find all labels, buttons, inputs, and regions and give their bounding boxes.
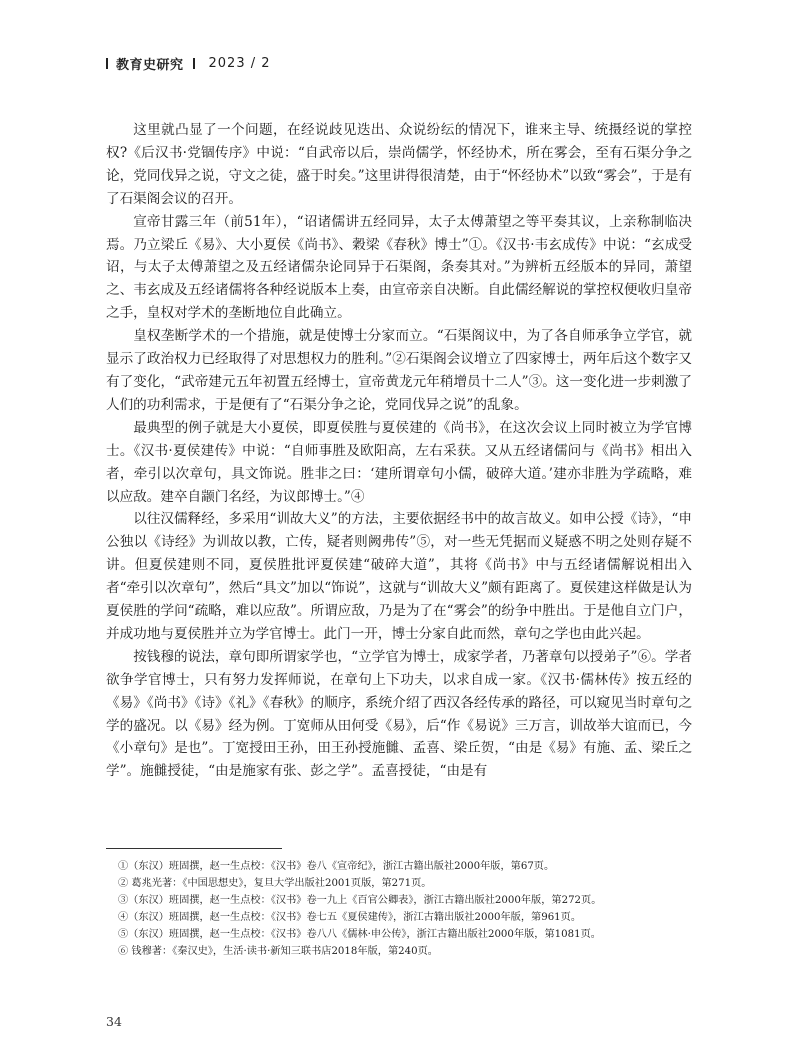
footnote: ①（东汉）班固撰，赵一生点校：《汉书》卷八《宣帝纪》，浙江古籍出版社2000年版，第67页。	[118, 861, 555, 872]
header-left-bar	[106, 58, 108, 69]
footnote: ⑥ 钱穆著：《秦汉史》，生活·读书·新知三联书店2018年版，第240页。	[118, 946, 438, 957]
paragraph: 皇权垄断学术的一个措施，就是使博士分家而立。“石渠阁议中，为了各自师承争立学官，就显示了政治权力已经取得了对思想权力的胜利。”②石渠阁会议增立了四家博士，两年后这个数字又有了变化，“武帝建元五年初置五经博士，宣帝黄龙元年稍增员十二人”③。这一变化进一步刺激了人们的功利需求，于是便有了“石渠分争之论，党同伐异之说”的乱象。	[106, 328, 692, 413]
journal-title: 教育史研究	[116, 58, 184, 73]
footnote: ⑤（东汉）班固撰，赵一生点校：《汉书》卷八八《儒林·申公传》，浙江古籍出版社2000年版，第1081页。	[118, 929, 601, 940]
running-header	[106, 54, 271, 73]
footnote-divider	[106, 848, 282, 849]
paragraph: 最典型的例子就是大小夏侯，即夏侯胜与夏侯建的《尚书》，在这次会议上同时被立为学官博士。《汉书·夏侯建传》中说：“自师事胜及欧阳高，左右采获。又从五经诸儒问与《尚书》相出入者，牵引以次章句，具文饰说。胜非之曰：‘建所谓章句小儒，破碎大道。’建亦非胜为学疏略，难以应敌。建卒自颛门名经，为议郎博士。”④	[106, 419, 692, 505]
footnote: ③（东汉）班固撰，赵一生点校：《汉书》卷一九上《百官公卿表》，浙江古籍出版社2000年版，第272页。	[118, 895, 602, 906]
page-number: 34	[106, 1014, 122, 1029]
body-text	[106, 119, 692, 783]
paragraph: 以往汉儒释经，多采用“训故大义”的方法，主要依据经书中的故言故义。如申公授《诗》，“申公独以《诗经》为训故以教，亡传，疑者则阙弗传”⑤，对一些无凭据而义疑惑不明之处则存疑不讲。但夏侯建则不同，夏侯胜批评夏侯建“破碎大道”，其将《尚书》中与五经诸儒解说相出入者“牵引以次章句”，然后“具文”加以“饰说”，这就与“训故大义”颇有距离了。夏侯建这样做是认为夏侯胜的学问“疏略，难以应敌”。所谓应敌，乃是为了在“雾会”的纷争中胜出。于是他自立门户，并成功地与夏侯胜并立为学官博士。此门一开，博士分家自此而然，章句之学也由此兴起。	[106, 511, 692, 642]
issue-number: 2023 / 2	[208, 56, 271, 71]
header-separator-bar	[193, 58, 195, 69]
paragraph: 按钱穆的说法，章句即所谓家学也，“立学官为博士，成家学者，乃著章句以授弟子”⑥。学者欲争学官博士，只有努力发挥师说，在章句上下功夫，以求自成一家。《汉书·儒林传》按五经的《易》《尚书》《诗》《礼》《春秋》的顺序，系统介绍了西汉各经传承的路径，可以窥见当时章句之学的盛况。以《易》经为例。丁宽师从田何受《易》，后“作《易说》三万言，训故举大谊而已，今《小章句》是也”。丁宽授田王孙，田王孙授施雠、孟喜、梁丘贺，“由是《易》有施、孟、梁丘之学”。施雠授徒，“由是施家有张、彭之学”。孟喜授徒，“由是有	[106, 648, 692, 780]
footnote: ④（东汉）班固撰，赵一生点校：《汉书》卷七五《夏侯建传》，浙江古籍出版社2000年版，第961页。	[118, 912, 582, 923]
footnotes	[118, 858, 698, 960]
paragraph: 宣帝甘露三年（前51年），“诏诸儒讲五经同异，太子太傅萧望之等平奏其议，上亲称制临决焉。乃立梁丘《易》、大小夏侯《尚书》、穀梁《春秋》博士”①。《汉书·韦玄成传》中说：“玄成受诏，与太子太傅萧望之及五经诸儒杂论同异于石渠阁，条奏其对。”为辨析五经版本的异同，萧望之、韦玄成及五经诸儒将各种经说版本上奏，由宣帝亲自决断。自此儒经解说的掌控权便收归皇帝之手，皇权对学术的垄断地位自此确立。	[106, 213, 692, 322]
paragraph: 这里就凸显了一个问题，在经说歧见迭出、众说纷纭的情况下，谁来主导、统摄经说的掌控权?《后汉书·党锢传序》中说：“自武帝以后，崇尚儒学，怀经协术，所在雾会，至有石渠分争之论，党同伐异之说，守文之徒，盛于时矣。”这里讲得很清楚，由于“怀经协术”以致“雾会”，于是有了石渠阁会议的召开。	[106, 122, 692, 207]
footnote: ② 葛兆光著：《中国思想史》，复旦大学出版社2001页版，第271页。	[118, 878, 432, 889]
